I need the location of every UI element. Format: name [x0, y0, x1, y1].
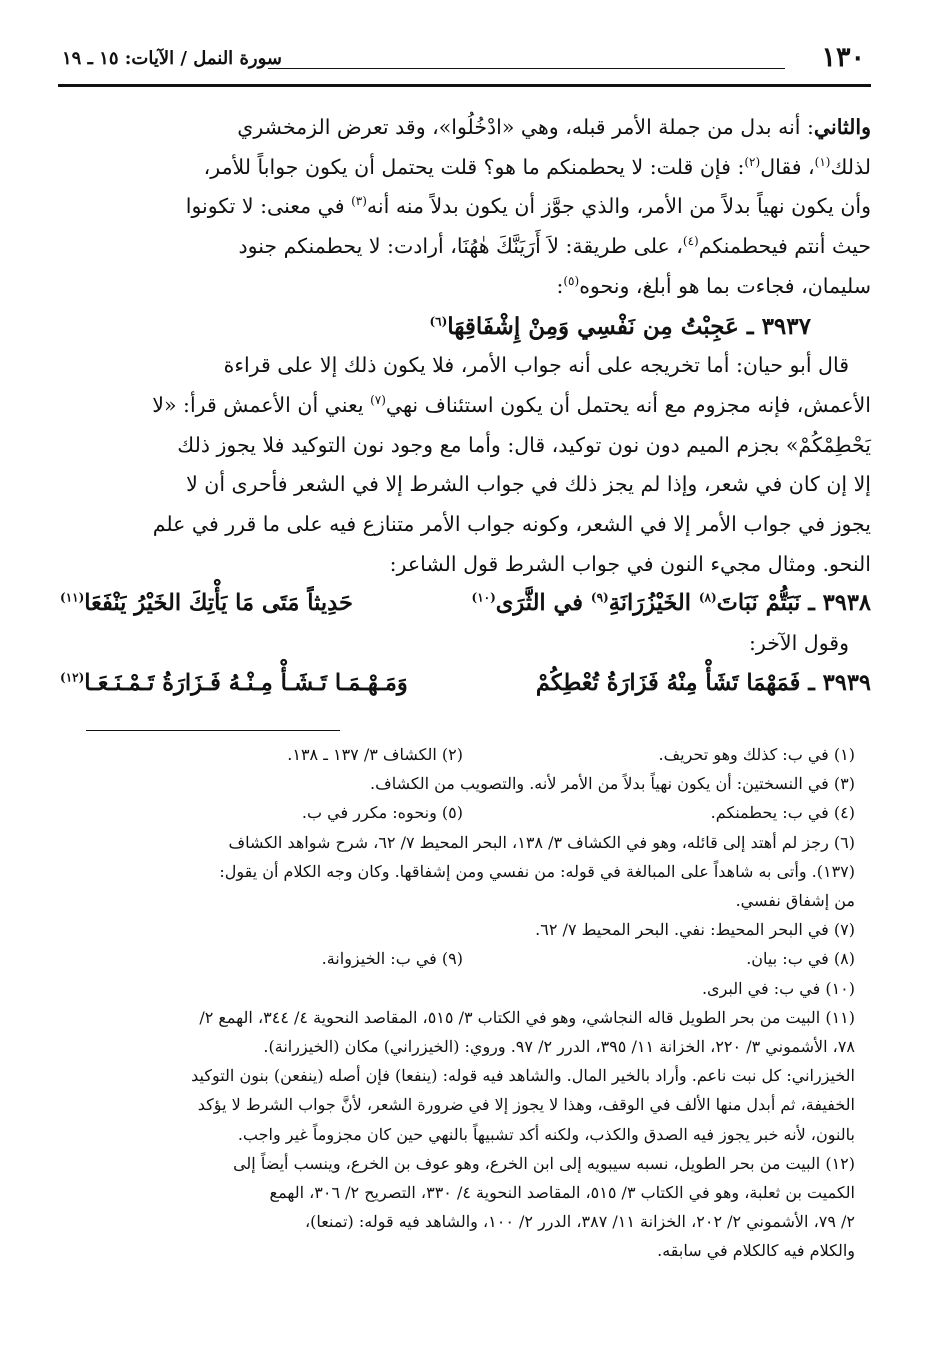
footnote-11-cont: الخيزراني: كل نبت ناعم. وأراد بالخير المال. والشاهد فيه قوله: (ينفعا) فإن أصله (ينفعن) بنون التوكيد: [191, 1066, 855, 1086]
text-line: : أنه بدل من جملة الأمر قبله، وهي «ادْخُلُوا»، وقد تعرض الزمخشري: [237, 115, 814, 139]
footnote-6-cont: من إشفاق نفسي.: [735, 891, 855, 911]
text-line: يجوز في جواب الأمر إلا في الشعر، وكونه جواب الأمر متنازع فيه على ما قرر في علم: [152, 512, 871, 537]
text-span: ، فقال: [760, 154, 815, 179]
text-span: في معنى: لا تكونوا: [185, 194, 352, 219]
footnote-5: (٥) ونحوه: مكرر في ب.: [301, 803, 463, 823]
text-line: يَحْطِمْكُمْ» بجزم الميم دون نون توكيد، قال: وأما مع وجود نون التوكيد فلا يجوز ذلك: [177, 432, 871, 457]
footnote-ref: (١٠): [471, 590, 496, 605]
footnote-4: (٤) في ب: يحطمنكم.: [710, 803, 855, 823]
footnote-12-cont: الكميت بن ثعلبة، وهو في الكتاب ٣/ ٥١٥، المقاصد النحوية ٤/ ٣٣٠، التصريح ٢/ ٣٠٦، الهمع: [269, 1183, 855, 1203]
footnote-6-cont: (١٣٧). وأتى به شاهداً على المبالغة في قوله: من نفسي ومن إشفاقها. وكان وجه الكلام أن يقول:: [219, 861, 855, 881]
text-span: لذلك: [830, 154, 871, 179]
footnote-ref: (٣): [351, 194, 367, 209]
text-span: وأن يكون نهياً بدلاً من الأمر، والذي جوَّز أن يكون بدلاً منه أنه: [366, 194, 871, 219]
text-span: الأعمش، فإنه مجزوم مع أنه يحتمل أن يكون استئناف نهي: [385, 392, 871, 417]
footnote-12: (١٢) البيت من بحر الطويل، نسبه سيبويه إلى ابن الخرع، وهو عوف بن الخرع، وينسب أيضاً إلى: [233, 1153, 855, 1173]
text-line: [60, 148, 871, 188]
footnote-ref: (٧): [370, 393, 386, 408]
footnote-row: [80, 944, 855, 973]
text-line: [60, 386, 871, 426]
text-line: النحو. ومثال مجيء النون في جواب الشرط قول الشاعر:: [389, 551, 871, 576]
text-line: وقول الآخر:: [749, 631, 849, 656]
text-line: [60, 267, 871, 307]
page-header: [58, 38, 871, 87]
verse-text: وَمَـهْـمَـا تَـشَـأْ مِـنْـهُ فَـزَارَةُ تَـمْـنَـعَـا: [84, 669, 408, 696]
footnote-6: (٦) رجز لم أهتد إلى قائله، وهو في الكشاف ٣/ ١٣٨، البحر المحيط ٧/ ٦٢، شرح شواهد الكشاف: [228, 832, 855, 852]
footnote-ref: (٢): [744, 154, 761, 169]
text-span: : فإن قلت: لا يحطمنكم ما هو؟ قلت يحتمل أن يكون جواباً للأمر،: [203, 154, 745, 179]
text-line: إلا إن كان في شعر، وإذا لم يجز ذلك في جواب الشرط إلا في الشعر فأحرى أن لا: [186, 472, 871, 497]
text-span: حيث أنتم فيحطمنكم: [698, 234, 871, 259]
footnote-row: [80, 798, 855, 827]
footnote-11: (١١) البيت من بحر الطويل قاله النجاشي، وهو في الكتاب ٣/ ٥١٥، المقاصد النحوية ٤/ ٣٤٤، الهمع ٢/: [199, 1007, 855, 1027]
verse-3937: [60, 307, 871, 347]
footnote-ref: (١): [814, 154, 831, 169]
verse-hemistich-2: [60, 584, 353, 624]
text-span: يعني أن الأعمش قرأ: «لا: [152, 392, 371, 417]
verse-text: في الثَّرَى: [495, 590, 591, 617]
verse-3939: [60, 664, 871, 704]
text-line: قال أبو حيان: أما تخريجه على أنه جواب الأمر، فلا يكون ذلك إلا على قراءة: [223, 353, 849, 378]
footnote-11-cont: ٧٨، الأشموني ٣/ ٢٢٠، الخزانة ١١/ ٣٩٥، الدرر ٢/ ٩٧. وروي: (الخيزراني) مكان (الخيزرانة).: [263, 1037, 855, 1057]
footnote-1: (١) في ب: كذلك وهو تحريف.: [658, 745, 855, 764]
footnote-3: (٣) في النسختين: أن يكون نهياً بدلاً من الأمر لأنه. والتصويب من الكشاف.: [370, 774, 855, 794]
footnote-row: [80, 740, 855, 769]
bold-lead: والثاني: [813, 115, 871, 139]
running-title: سورة النمل / الآيات: ١٥ ـ ١٩: [62, 48, 282, 69]
paragraph: [60, 108, 871, 148]
footnote-11-cont: الخفيفة، ثم أبدل منها الألف في الوقف، وهذا لا يجوز إلا في ضرورة الشعر، لأنَّ جواب الشرط لا يؤكد: [197, 1095, 855, 1115]
footnote-ref: (٤): [682, 234, 699, 249]
header-rule: [268, 68, 785, 69]
main-text: [60, 108, 871, 704]
verse-hemistich-1: ٣٩٣٩ ـ فَمَهْمَا تَشَأْ مِنْهُ فَزَارَةُ تُعْطِكُمْ: [535, 669, 871, 696]
verse-3938: [60, 584, 871, 624]
text-span: سليمان، فجاءت بما هو أبلغ، ونحوه: [579, 273, 871, 298]
verse-text: ٣٩٣٧ ـ عَجِبْتُ مِن نَفْسِي وَمِنْ إِشْفَاقِهَا: [447, 312, 811, 340]
footnote-10: (١٠) في ب: في البرى.: [701, 978, 855, 998]
verse-text: حَدِيثاً مَتَى مَا يَأْتِكَ الخَيْرُ يَنْفَعَا: [84, 590, 353, 617]
verse-text: الخَيْزُرَانَةِ: [608, 590, 699, 617]
verse-text: ٣٩٣٨ ـ نَبَتُّمْ نَبَاتَ: [716, 590, 871, 617]
footnote-7: (٧) في البحر المحيط: نفي. البحر المحيط ٧/ ٦٢.: [535, 920, 855, 940]
footnote-ref: (٩): [590, 590, 609, 605]
footnote-ref: (١٢): [60, 670, 85, 685]
footnote-11-cont: بالنون، لأنه خبر يجوز فيه الصدق والكذب، ولكنه أكد تشبيهاً بالنهي حين كان مجزوماً غير واجب.: [237, 1124, 855, 1144]
footnote-12-cont: والكلام فيه كالكلام في سابقه.: [657, 1241, 855, 1261]
verse-hemistich-2: [60, 664, 408, 704]
verse-hemistich-1: [472, 584, 872, 624]
footnote-ref: (٦): [429, 313, 448, 328]
footnote-separator: [86, 730, 340, 731]
footnote-ref: (٥): [563, 273, 580, 288]
text-span: :: [556, 273, 564, 298]
text-line: [60, 227, 871, 267]
page-number: ١٣٠: [821, 42, 865, 73]
footnote-2: (٢) الكشاف ٣/ ١٣٧ ـ ١٣٨.: [287, 745, 463, 764]
footnote-9: (٩) في ب: الخيزوانة.: [321, 949, 463, 969]
footnote-8: (٨) في ب: بيان.: [746, 949, 855, 969]
footnote-ref: (٨): [698, 590, 717, 605]
footnotes: [80, 740, 855, 1266]
footnote-12-cont: ٢/ ٧٩، الأشموني ٢/ ٢٠٢، الخزانة ١١/ ٣٨٧، الدرر ٢/ ١٠٠، والشاهد فيه قوله: (تمنعا)،: [305, 1212, 855, 1232]
text-span: ، على طريقة: لاَ أَرَيَنَّكَ هٰهُنَا، أرادت: لا يحطمنكم جنود: [238, 234, 683, 259]
text-line: [60, 187, 871, 227]
footnote-ref: (١١): [60, 590, 85, 605]
